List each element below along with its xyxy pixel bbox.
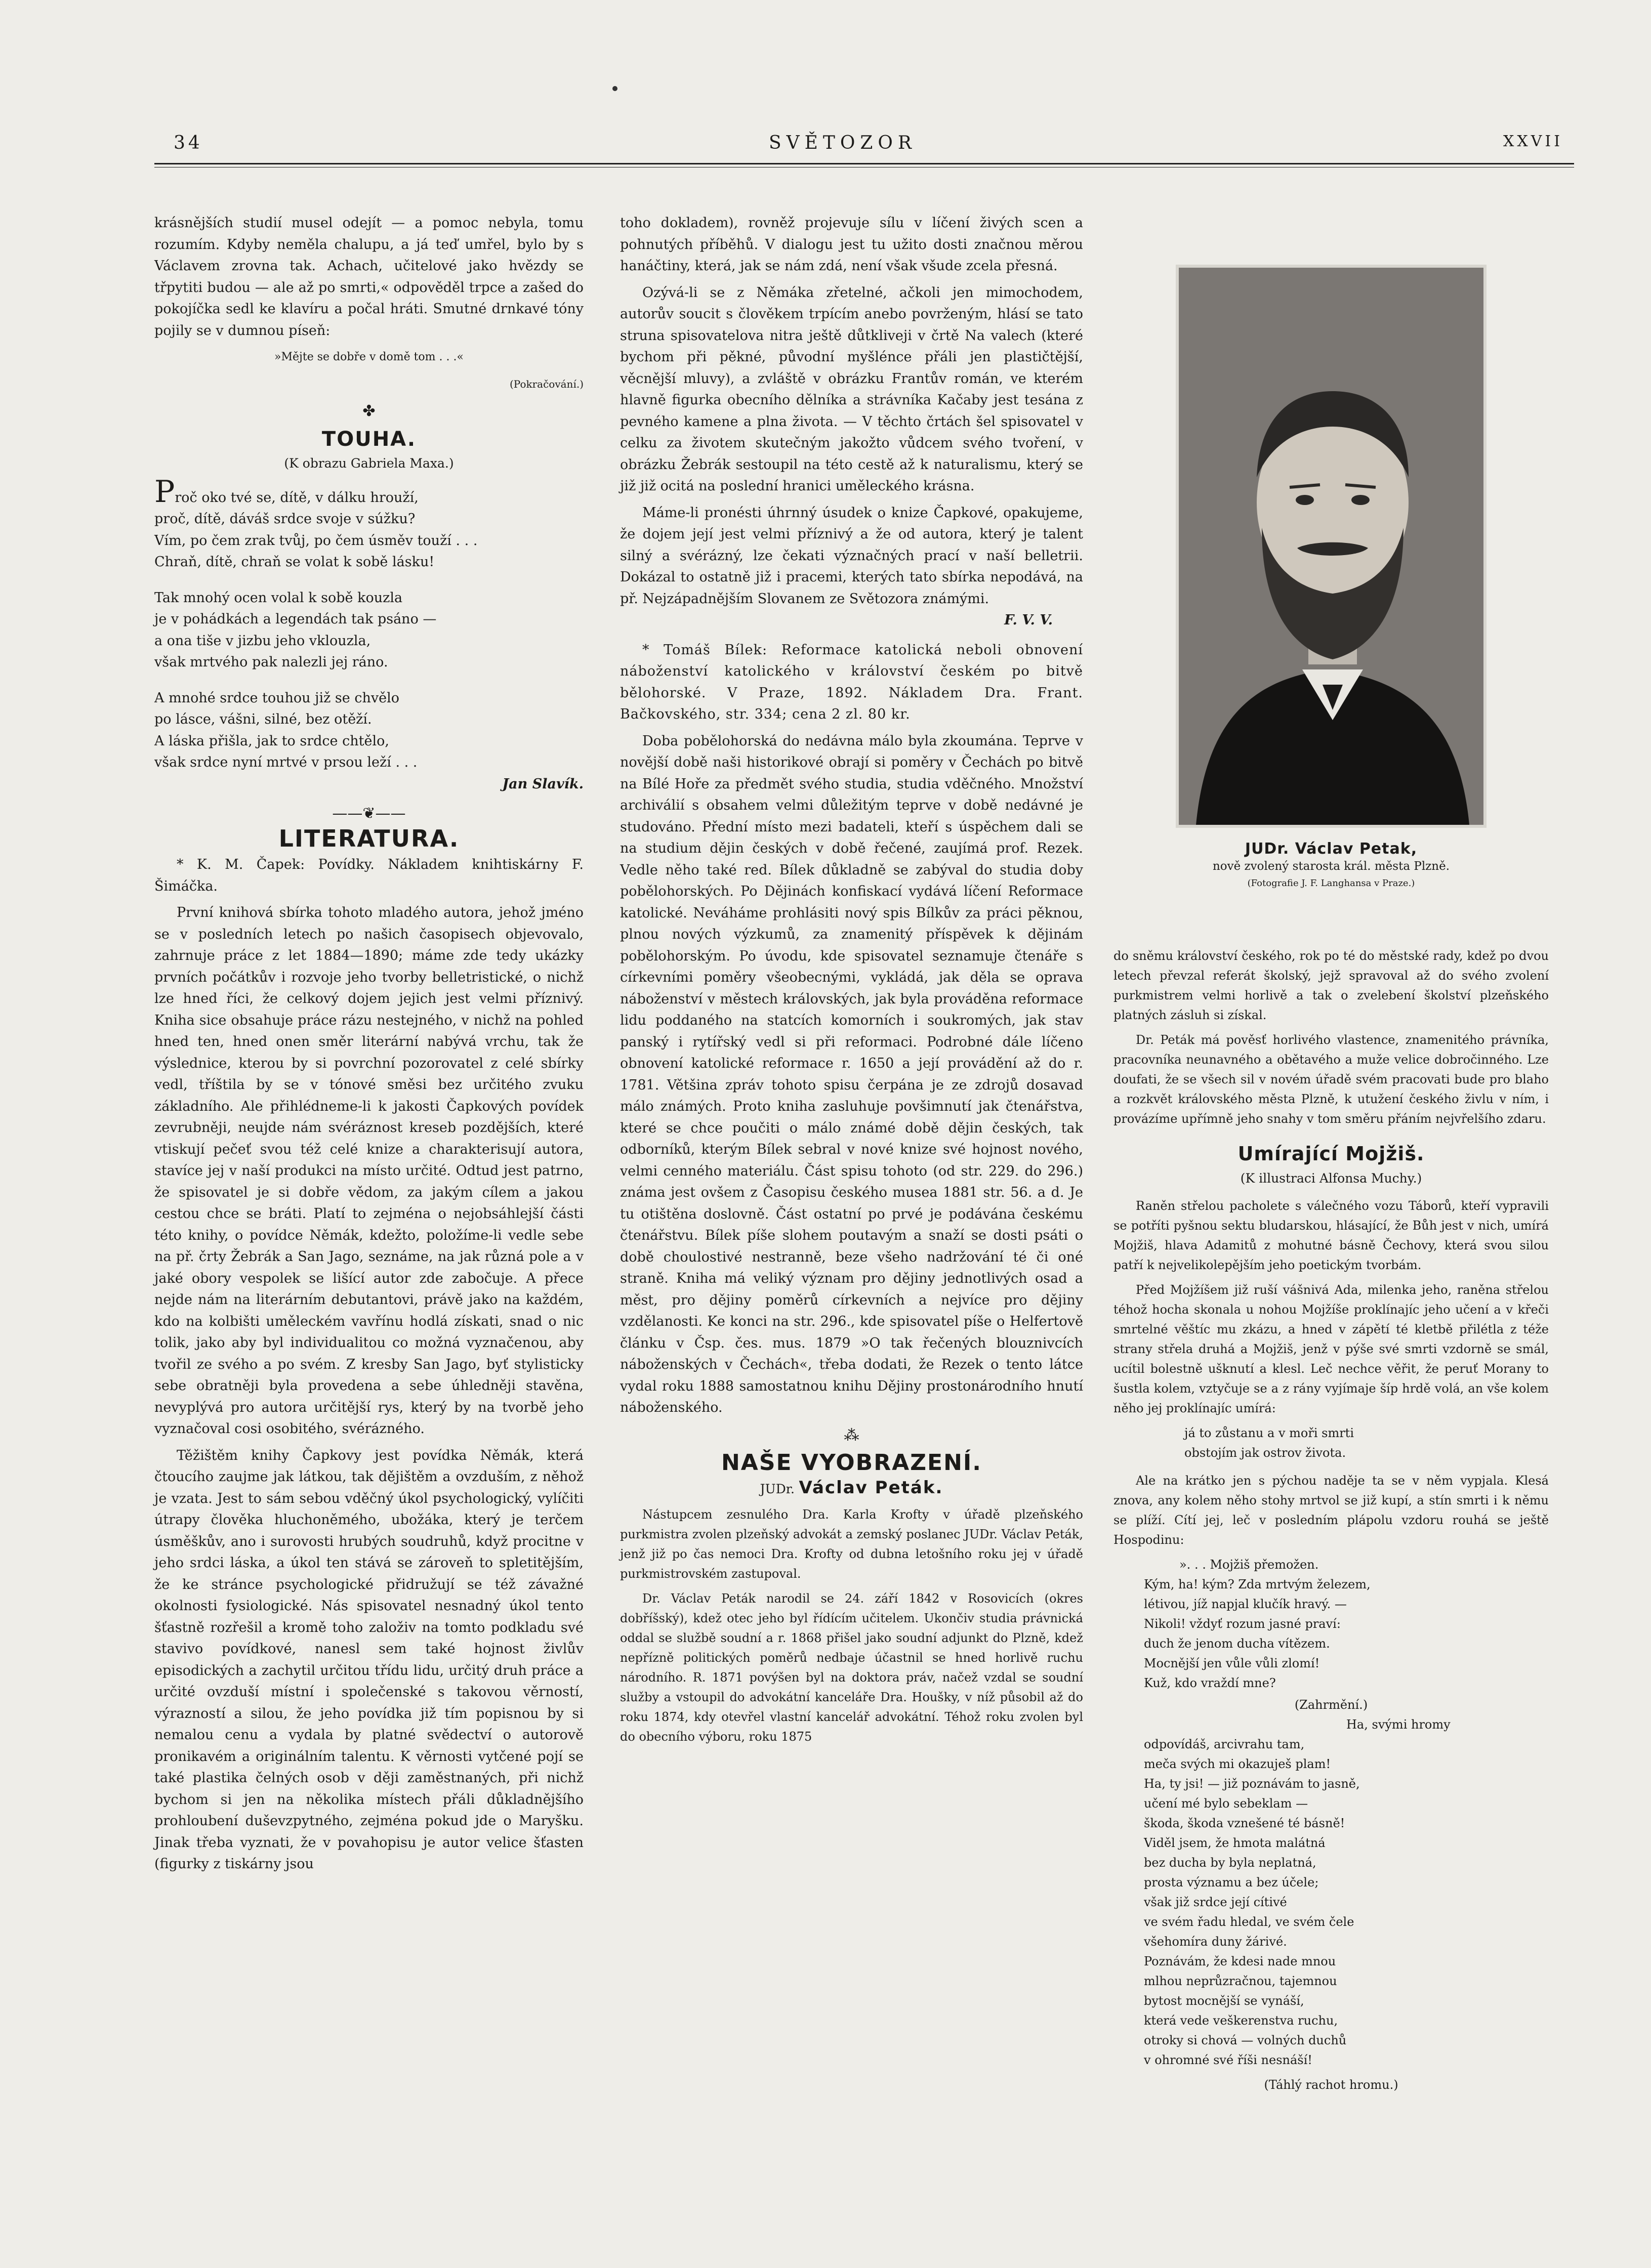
stage-direction: (Zahrmění.): [1294, 1698, 1368, 1712]
page-number: 34: [174, 133, 203, 153]
page-speck: [612, 86, 617, 91]
poem-line: A láska přišla, jak to srdce chtělo,: [154, 733, 389, 749]
poem-line: otroky si chová — volných duchů: [1144, 2033, 1347, 2047]
caption-line: nově zvolený starosta král. města Plzně.: [1212, 860, 1450, 873]
article-paragraph: Nástupcem zesnulého Dra. Karla Krofty v úřadě plzeňského purkmistra zvolen plzeňský advokát a zemský poslanec JUDr. Václav Peták, jenž již po čas nemoci Dra. Krofty od dubna letošního roku jej v úřadě purkmistrovském zastupoval.: [620, 1507, 1083, 1581]
quote-block: [1184, 1423, 1549, 1463]
column-1: [154, 213, 584, 1880]
poem-line: je v pohádkách a legendách tak psáno —: [154, 611, 437, 627]
review-paragraph: Těžištěm knihy Čapkovy jest povídka Němák, která čtoucího zaujme jak látkou, tak dějištěm a ovzduším, z něhož je vzata. Jest to sám sebou vděčný úkol psychologický, vylíčiti útrapy člověka hluchoněmého, ubožáka, který je terčem úsměškův, ano i surovosti hrubých soudruhů, když procitne v jeho srdci láska, a úkol ten stává se zároveň to spletitějším, že ke stránce psychologické přidružují se též závažné okolnosti fysiologické. Nás spisovatel nesnadný úkol tento šťastně rozřešil a kromě toho založiv na tomto podkladu své stavivo povídkové, nanesl sem také hojnost živlův episodických a zachytil určitou třídu lidu, určitý druh práce a určité ovzduší místní i společenské s takovou věrností, výrazností a silou, že jeho povídka již tím popisnou by si nemalou cenu a vydala by platné svědectví o autorově pronikavém a originálním talentu. K věrnosti vytčené pojí se také plastika čelných osob v ději zaměstnaných, při nichž bychom si jen na několika místech přáli důkladnějšího prohloubení duševzpytného, zejména pokud jde o Maryšku. Jinak třeba vyznati, že v povahopisu je autor velice šťasten (figurky z tiskárny jsou: [154, 1447, 584, 1872]
closing-stage-direction: (Táhlý rachot hromu.): [1264, 2078, 1398, 2092]
nase-subtitle: [620, 1477, 1083, 1500]
review-signature: F. V. V.: [1004, 612, 1053, 628]
article-paragraph: Dr. Václav Peták narodil se 24. září 1842 v Rosovicích (okres dobříšský), kdež otec jeho byl řídícím učitelem. Ukončiv studia právnická oddal se službě soudní a r. 1868 přišel jako soudní adjunkt do Plzně, kdež nepřízně politických poměrů nedbaje účastnil se hned horlivě ruchu národního. R. 1871 povýšen byl na doktora práv, načež vzdal se soudní služby a vstoupil do advokátní kanceláře Dra. Houšky, v níž působil až do roku 1874, kdy otevřel vlastní kancelář advokátní. Téhož roku zvolen byl do obecního výboru, roku 1875: [620, 1591, 1083, 1744]
article-paragraph: Dr. Peták má pověsť horlivého vlastence, znamenitého právníka, pracovníka neunavného a obětavého a muže velice dobročinného. Lze doufati, že se všech sil v novém úřadě svém pracovati bude pro blaho a rozkvět královského města Plzně, k utužení českého živlu v ním, i provázíme upřímně jeho snahy v tom směru přáním nejvřelšího zdaru.: [1113, 1033, 1549, 1126]
poem-line: bez ducha by byla neplatná,: [1144, 1856, 1316, 1870]
section-ornament: ⁂: [844, 1426, 859, 1444]
touha-stanza-3: [154, 688, 584, 774]
poem-line: škoda, škoda vznešené té básně!: [1144, 1816, 1345, 1830]
review-paragraph: První knihová sbírka tohoto mladého autora, jehož jméno se v posledních letech po našich časopisech objevovalo, zahrnuje práce z let 1884—1890; máme zde tedy ukázky prvních počátkův i rozvoje jeho tvorby belletristické, o nichž lze hned říci, že celkový dojem jejich jest velmi příznivý. Kniha sice obsahuje práce rázu nestejného, v nichž na pohled hned ten, hned onen směr literární nabývá vrchu, tak že výslednice, kterou by si povrchní pozorovatel z celé sbírky vedl, tříštila by se v tónové směsi bez určitého zvuku základního. Ale přihlédneme-li k jakosti Čapkových povídek zevrubněji, neujde nám svéráznost kreseb pozdějších, které vtiskují pečeť svou též celé knize a charakterisují autora, stavíce jej v naší produkci na místo určité. Odtud jest patrno, že spisovatel je si dobře vědom, za jakým cílem a jakou cestou chce se bráti. Platí to zejména o nejobsáhlejší části této knihy, o povídce Němák, kdežto, položíme-li vedle sebe na př. črty Žebrák a San Jago, seznáme, na jak různá pole a v jaké obory vespolek se lišící autor zde zabočuje. A přece nejde nám na literárním debutantovi, právě jako na každém, kdo na kolbišti uměleckém vavřínu hodlá získati, snad o nic tolik, jako aby byl individualitou co možná vyznačenou, aby tvořil ze svého a po svém. Z kresby San Jago, byť stylisticky sebe obratněji byla provedena a sebe úhledněji stavěna, nevyplývá pro autora určitější rys, který by na tvorbě jeho vyznačoval cosi osobitého, svérázného.: [154, 905, 584, 1437]
poem-line: která vede veškerenstva ruchu,: [1144, 2013, 1338, 2028]
bilek-lead: * Tomáš Bílek: Reformace katolická neboli obnovení náboženství katolického v království českém po bitvě bělohorské. V Praze, 1892. Nákladem Dra. Frant. Bačkovského, str. 334; cena 2 zl. 80 kr.: [620, 642, 1083, 722]
subtitle-name: Václav Peták.: [799, 1477, 943, 1498]
poem-line: Viděl jsem, že hmota malátná: [1144, 1836, 1326, 1850]
article-paragraph: Ale na krátko jen s pýchou naděje ta se v něm vypjala. Klesá znova, any kolem něho stohy mrtvol se již kupí, a stín smrti i k němu se plíží. Cítí jej, leč v posledním plápolu vzdoru rouhá se ještě Hospodinu:: [1113, 1474, 1549, 1547]
poem-line: po lásce, vášni, silné, bez otěží.: [154, 711, 372, 727]
subtitle-prefix: JUDr.: [760, 1481, 795, 1496]
umirajici-title: Umírající Mojžiš.: [1237, 1143, 1425, 1165]
review-paragraph: toho dokladem), rovněž projevuje sílu v líčení živých scen a pohnutých příběhů. V dialogu jest tu užito dosti značnou měrou hanáčtiny, která, jak se nám zdá, není však všude zcela přesná.: [620, 215, 1083, 274]
umirajici-subtitle: (K illustraci Alfonsa Muchy.): [1240, 1170, 1422, 1186]
review-paragraph: Doba pobělohorská do nedávna málo byla zkoumána. Teprve v novější době naši historikové obrají si poměry v Čechách po bitvě na Bílé Hoře za předmět svého studia, studia vděčného. Množství archiválií s obsahem velmi důležitým teprve v době nedávné je studováno. Přední místo mezi badateli, kteří s úspěchem dali se na studium dějin českých v době řečené, zaujímá prof. Rezek. Vedle něho také red. Bílek důkladně se zabýval do studia doby pobělohorských. Po Dějinách konfiskací vydává líčení Reformace katolické. Neváháme prohlásiti nový spis Bílkův za práci pěknou, plnou nových výzkumů, za znamenitý příspěvek k dějinám pobělohorským. Po úvodu, kde spisovatel seznamuje čtenáře s církevními poměry všeobecnými, vykládá, jak děla se oprava náboženství v městech královských, jak byla prováděna reformace lidu poddaného na statcích komorních i soukromých, jak stav panský i rytířský vedl si při reformaci. Podrobné dále líčeno obnovení katolické reformace r. 1650 a její provádění až do r. 1781. Většina zpráv tohoto spisu čerpána je ze zdrojů dosavad málo známých. Proto kniha zasluhuje povšimnutí jak čtenářstva, které se chce poučiti o málo známé době dějin českých, tak odborníků, kterým Bílek sebral v nové knize své hojnost nového, velmi cenného materiálu. Část spisu tohoto (od str. 229. do 296.) známa jest ovšem z Časopisu českého musea 1881 str. 56. a d. Je tu otištěna doslovně. Část ostatní po prvé je podávána českému čtenářstvu. Bílek píše slohem poutavým a snaží se dosti psáti o době choulostivé nestranně, beze všeho nadržování té či oné straně. Kniha má veliký význam pro dějiny jednotlivých osad a měst, pro dějiny poměrů církevních a nejvíce pro dějiny vzdělanosti. Ke konci na str. 296., kde spisovatel píše o Helfertově článku v Čsp. čes. mus. 1879 »O tak řečených blouznivcích náboženských v Čechách«, třeba dodati, že Rezek o tento látce vydal roku 1888 samostatnou knihu Dějiny prostonárodního hnutí náboženského.: [620, 733, 1083, 1415]
poem-line: učení mé bylo sebeklam —: [1144, 1796, 1308, 1811]
portrait-photo: [1176, 265, 1487, 828]
touha-title: TOUHA.: [321, 427, 417, 451]
poem-line: já to zůstanu a v moři smrti: [1184, 1426, 1354, 1440]
poem-block-2: [1144, 1715, 1549, 2070]
poem-line: A mnohé srdce touhou již se chvělo: [154, 690, 399, 706]
poem-line: Nikoli! vždyť rozum jasné praví:: [1144, 1617, 1341, 1631]
song-quote: »Mějte se dobře v domě tom . . .«: [274, 351, 464, 363]
touha-stanza-2: [154, 587, 584, 674]
photo-credit: (Fotografie J. F. Langhansa v Praze.): [1247, 878, 1415, 889]
poem-line: Chraň, dítě, chraň se volat k sobě lásku!: [154, 554, 435, 570]
poem-line: bytost mocnější se vynáší,: [1144, 1994, 1304, 2008]
poem-line: Ha, ty jsi! — již poznávám to jasně,: [1144, 1777, 1360, 1791]
column-2: [620, 213, 1083, 1752]
review-lead: * K. M. Čapek: Povídky. Nákladem knihtiskárny F. Šimáčka.: [154, 857, 584, 894]
photo-caption: [1113, 840, 1549, 892]
volume-number: XXVII: [1503, 133, 1563, 150]
poem-line: všehomíra duny žárivé.: [1144, 1935, 1287, 1949]
poem-line: Poznávám, že kdesi nade mnou: [1144, 1954, 1336, 1968]
touha-subtitle: (K obrazu Gabriela Maxa.): [284, 456, 454, 471]
touha-author: Jan Slavík.: [502, 776, 584, 792]
poem-line: však mrtvého pak nalezli jej ráno.: [154, 654, 388, 670]
poem-line: však srdce nyní mrtvé v prsou leží . . .: [154, 754, 418, 770]
drop-cap: P: [154, 474, 175, 510]
poem-line: Tak mnohý ocen volal k sobě kouzla: [154, 590, 403, 606]
story-continuation: krásnějších studií musel odejít — a pomoc nebyla, tomu rozumím. Kdyby neměla chalupu, a já teď umřel, bylo by s Václavem zrovna tak. Achach, učitelové jako hvězdy se třpytiti budou — ale až po smrti,« odpověděl trpce a zašed do pokojíčka sedl ke klavíru a počal hráti. Smutné drnkavé tóny pojily se v dumnou píseň:: [154, 215, 584, 339]
poem-line: odpovídáš, arcivrahu tam,: [1144, 1737, 1305, 1751]
poem-line: Mocnější jen vůle vůli zlomí!: [1144, 1656, 1320, 1670]
poem-line: ve svém řadu hledal, ve svém čele: [1144, 1915, 1354, 1929]
nase-vyobrazeni-title: NAŠE VYOBRAZENÍ.: [721, 1450, 982, 1476]
poem-line: meča svých mi okazuješ plam!: [1144, 1757, 1331, 1771]
poem-line: však již srdce její cítivé: [1144, 1895, 1287, 1909]
poem-line: mlhou neprůzračnou, tajemnou: [1144, 1974, 1337, 1988]
poem-line: prosta významu a bez účele;: [1144, 1875, 1319, 1889]
poem-line: v ohromné své říši nesnáší!: [1144, 2053, 1312, 2067]
poem-line: Vím, po čem zrak tvůj, po čem úsměv touží . . .: [154, 532, 478, 549]
section-ornament: ✤: [362, 402, 376, 420]
to-be-continued: (Pokračování.): [510, 377, 584, 390]
poem-line: létivou, jíž napjal klučík hravý. —: [1144, 1597, 1347, 1611]
poem-line: duch že jenom ducha vítězem.: [1144, 1636, 1330, 1651]
header-rule: [154, 163, 1574, 164]
poem-line: roč oko tvé se, dítě, v dálku hrouží,: [175, 489, 419, 506]
poem-line: obstojím jak ostrov života.: [1184, 1446, 1346, 1460]
touha-stanza-1: [154, 474, 584, 573]
poem-line: Kým, ha! kým? Zda mrtvým železem,: [1144, 1577, 1371, 1591]
article-paragraph: do sněmu království českého, rok po té do městské rady, kdež po dvou letech převzal referát školský, jejž spravoval až do svého zvolení purkmistrem velmi horlivě a tak o zvelebení školství plzeňského platných zásluh si získal.: [1113, 949, 1549, 1022]
poem-block-1: [1144, 1555, 1549, 1693]
masthead-title: SVĚTOZOR: [768, 133, 917, 153]
review-paragraph: Máme-li pronésti úhrnný úsudek o knize Čapkové, opakujeme, že dojem její jest velmi příznivý a že od autora, který je talent silný a svérázný, lze čekati význačných prací v naší belletrii. Dokázal to ostatně již i pracemi, kterých tato sbírka nepodává, na př. Nejzápadnějším Slovanem ze Světozora známými.: [620, 505, 1083, 607]
article-paragraph: Před Mojžíšem již ruší vášnivá Ada, milenka jeho, raněna střelou téhož hocha skonala u nohou Mojžíše proklínajíc jeho učení a v křeči smrtelné věštíc mu zkázu, a hned v zápětí té kletbě přilétla z téže strany střela druhá a Mojžiš, jenž v pýše své smrti vzdorně se smál, ucítil bolestně ušknutí a klesl. Leč nechce věřit, že peruť Morany to šustla kolem, vztyčuje se a z rány vyjímaje šíp hrdě volá, an vše kolem něho jej proklínajíc umírá:: [1113, 1283, 1549, 1415]
poem-line: ». . . Mojžiš přemožen.: [1179, 1558, 1319, 1572]
column-3: [1113, 946, 1549, 2095]
section-ornament: ——❦——: [332, 805, 406, 822]
poem-line: Ha, svými hromy: [1346, 1717, 1451, 1732]
review-paragraph: Ozývá-li se z Němáka zřetelné, ačkoli jen mimochodem, autorův soucit s člověkem trpícím anebo povrženým, hlásí se tato struna spisovatelova nitra ještě důtkliveji v črtě Na valech (které bychom při pěkné, původní myšlénce přáli jen plastičtější, věcnější mluvy), a zvláště v obrázku Frantův román, ve kterém hlavně figurka obecního dělníka a strávníka Kačaby jest tesána z pevného kamene a plna života. — V těchto črtách šel spisovatel v celku za životem skutečným jakožto vůdcem svého tvoření, v obrázku Žebrák sestoupil na této cestě až k naturalismu, který se již již ocitá na poslední hranici uměleckého krásna.: [620, 284, 1083, 494]
poem-line: proč, dítě, dáváš srdce svoje v súžku?: [154, 511, 416, 527]
article-paragraph: Raněn střelou pacholete s válečného vozu Táborů, kteří vypravili se potříti pyšnou sektu bludarskou, hlásající, že Bůh jest v nich, umírá Mojžiš, hlava Adamitů z mohutné básně Čechovy, která svou silou patří k nejvelikolepějším jeho poetickým tvorbám.: [1113, 1199, 1549, 1272]
poem-line: Kuž, kdo vraždí mne?: [1144, 1676, 1276, 1690]
caption-name: JUDr. Václav Petak,: [1245, 840, 1418, 858]
poem-line: a ona tiše v jizbu jeho vklouzla,: [154, 633, 371, 649]
literatura-title: LITERATURA.: [278, 824, 460, 852]
